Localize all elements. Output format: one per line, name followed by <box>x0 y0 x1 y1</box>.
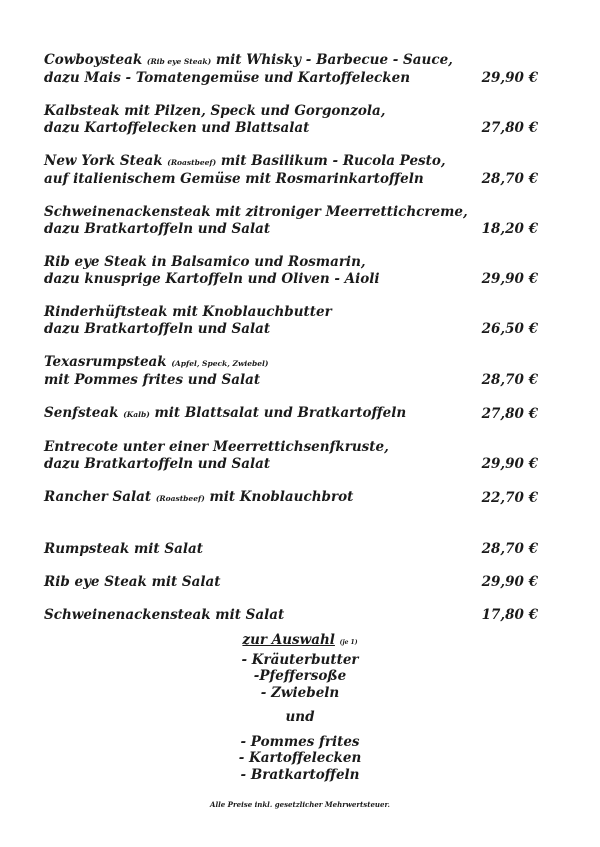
item-price: 28,70 € <box>481 372 538 388</box>
vat-footnote: Alle Preise inkl. gesetzlicher Mehrwertsteuer. <box>210 800 390 809</box>
options-conjunction: und <box>285 709 315 725</box>
item-text: mit Whisky - Barbecue - Sauce, <box>211 52 453 68</box>
item-note: (Apfel, Speck, Zwiebel) <box>171 359 269 368</box>
menu-item <box>44 574 538 591</box>
item-text: dazu Mais - Tomatengemüse und Kartoffelecken <box>44 70 411 86</box>
menu-item <box>44 541 538 558</box>
menu-item <box>44 52 538 87</box>
item-description <box>44 541 464 558</box>
sauce-option: -Pfeffersoße <box>253 668 347 684</box>
item-price: 29,90 € <box>481 574 538 590</box>
options-heading <box>150 632 450 652</box>
item-price: 26,50 € <box>481 321 538 337</box>
item-description <box>44 103 464 137</box>
item-price: 29,90 € <box>481 271 538 287</box>
menu-list <box>44 52 538 624</box>
item-description <box>44 574 464 591</box>
menu-item <box>44 489 538 507</box>
item-name: Entrecote unter einer Meerrettichsenfkruste, <box>44 439 389 455</box>
item-name: Schweinenackensteak mit Salat <box>44 607 285 623</box>
menu-item <box>44 204 538 238</box>
sauce-option: - Zwiebeln <box>260 684 340 701</box>
side-option: - Kartoffelecken <box>238 750 362 766</box>
item-price: 28,70 € <box>481 171 538 187</box>
item-price: 18,20 € <box>481 221 538 237</box>
item-price: 29,90 € <box>481 70 538 86</box>
options-note: (je 1) <box>339 639 358 646</box>
item-text: dazu Kartoffelecken und Blattsalat <box>44 120 310 136</box>
menu-item <box>44 607 538 624</box>
item-description <box>44 354 464 389</box>
item-text: mit Knoblauchbrot <box>204 489 354 505</box>
menu-item <box>44 254 538 288</box>
item-note: (Rib eye Steak) <box>146 57 212 66</box>
item-price: 27,80 € <box>481 406 538 422</box>
item-description <box>44 607 464 624</box>
menu-item <box>44 405 538 423</box>
item-description <box>44 439 464 473</box>
menu-item <box>44 304 538 338</box>
item-description <box>44 204 468 238</box>
menu-item <box>44 439 538 473</box>
item-name: New York Steak <box>44 153 168 169</box>
item-description <box>44 489 464 507</box>
item-price: 17,80 € <box>481 607 538 623</box>
item-price: 29,90 € <box>481 456 538 472</box>
item-name: Rancher Salat <box>44 489 156 505</box>
item-note: (Roastbeef) <box>167 158 217 167</box>
item-name: Texasrumpsteak <box>44 354 172 370</box>
item-name: Cowboysteak <box>44 52 147 68</box>
item-name: Rumpsteak mit Salat <box>44 541 203 557</box>
item-note: (Roastbeef) <box>155 494 205 503</box>
item-description <box>44 254 464 288</box>
item-note: (Kalb) <box>123 410 150 419</box>
item-name: Rib eye Steak in Balsamico und Rosmarin, <box>44 254 366 270</box>
side-options <box>150 632 450 783</box>
menu-item <box>44 153 538 188</box>
item-price: 27,80 € <box>481 120 538 136</box>
item-price: 22,70 € <box>481 490 538 506</box>
item-name: Senfsteak <box>44 405 124 421</box>
item-description <box>44 52 464 87</box>
item-text: dazu Bratkartoffeln und Salat <box>44 321 271 337</box>
menu-item <box>44 103 538 137</box>
item-description <box>44 153 464 188</box>
item-text: dazu Bratkartoffeln und Salat <box>44 221 271 237</box>
item-text: dazu knusprige Kartoffeln und Oliven - Aioli <box>44 271 380 287</box>
menu-item <box>44 354 538 389</box>
item-text: mit Pommes frites und Salat <box>44 372 261 388</box>
item-text: mit Basilikum - Rucola Pesto, <box>216 153 446 169</box>
item-description <box>44 405 464 423</box>
item-text: mit Blattsalat und Bratkartoffeln <box>149 405 407 421</box>
item-name: Kalbsteak mit Pilzen, Speck und Gorgonzola, <box>44 103 386 119</box>
item-name: Schweinenackensteak mit zitroniger Meerrettichcreme, <box>44 204 468 220</box>
side-option: - Pommes frites <box>240 733 360 750</box>
item-name: Rinderhüftsteak mit Knoblauchbutter <box>44 304 332 320</box>
item-description <box>44 304 464 338</box>
item-text: auf italienischem Gemüse mit Rosmarinkartoffeln <box>44 171 424 187</box>
sauce-option: - Kräuterbutter <box>241 651 359 668</box>
options-title: zur Auswahl <box>242 632 335 648</box>
item-price: 28,70 € <box>481 541 538 557</box>
item-name: Rib eye Steak mit Salat <box>44 574 221 590</box>
item-text: dazu Bratkartoffeln und Salat <box>44 456 271 472</box>
side-option: - Bratkartoffeln <box>240 766 360 783</box>
